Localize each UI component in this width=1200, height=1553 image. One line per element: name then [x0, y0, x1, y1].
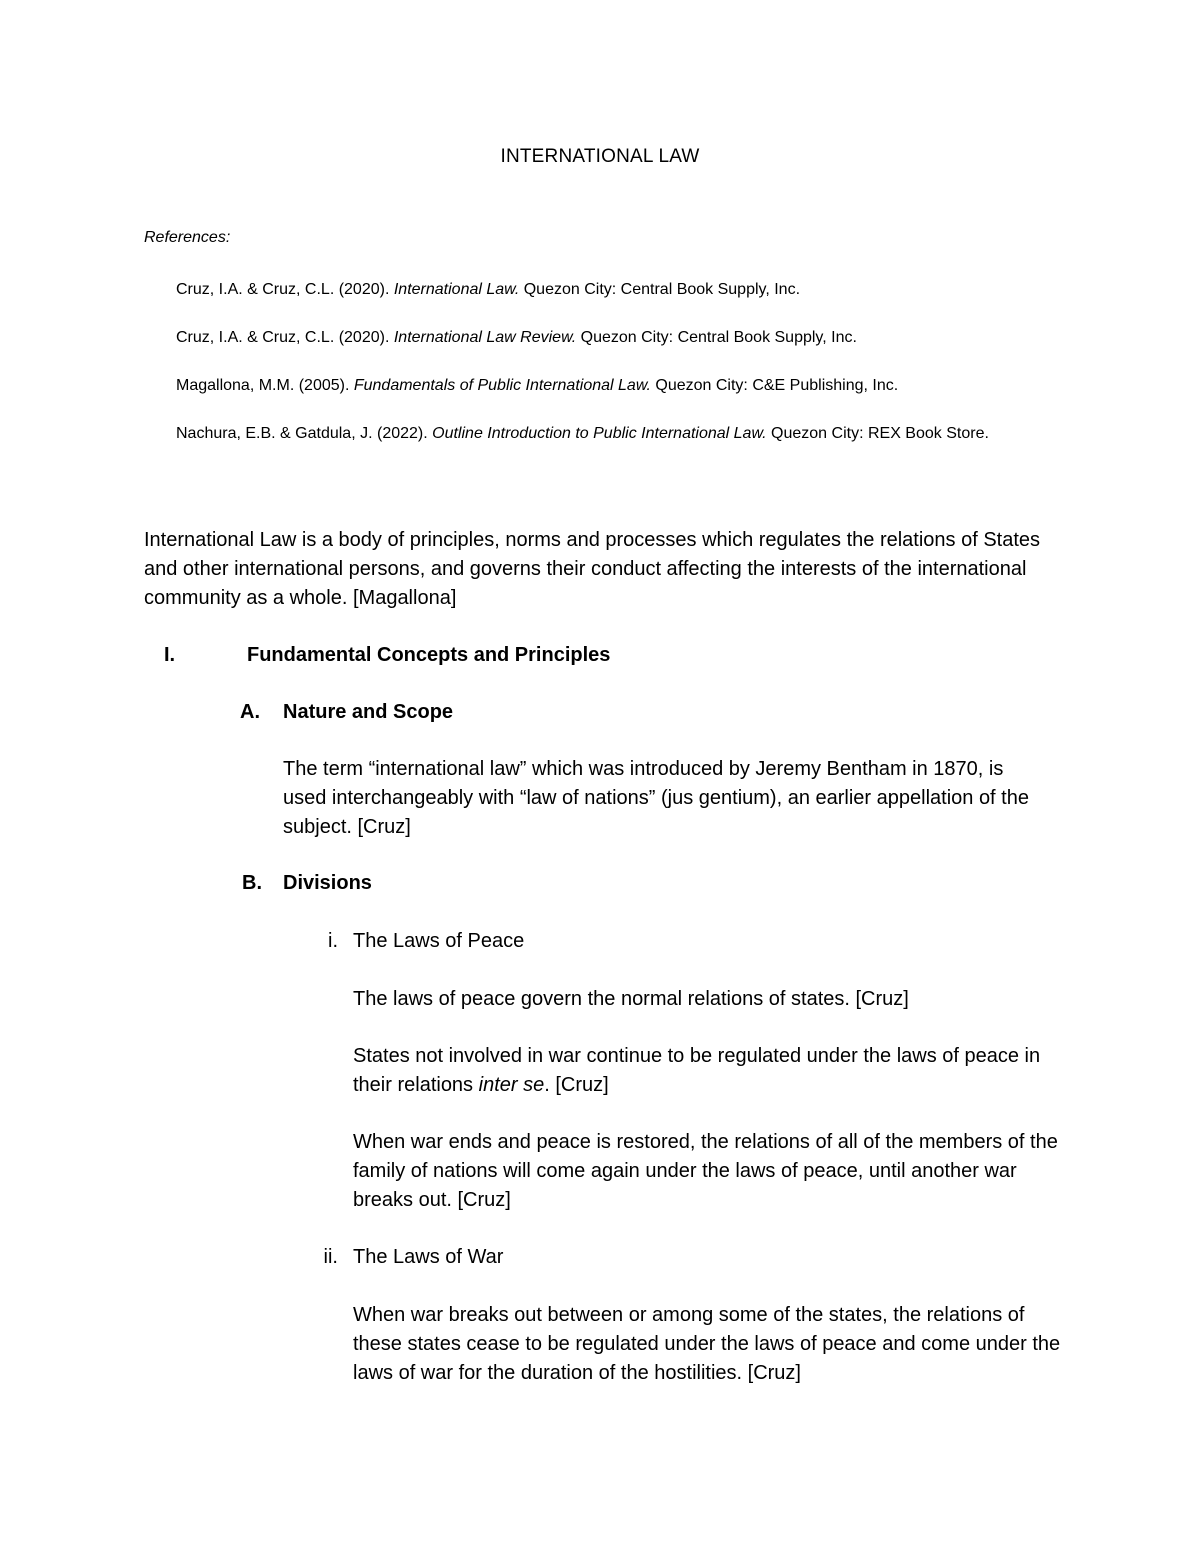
reference-authors: Cruz, I.A. & Cruz, C.L. (2020).	[176, 281, 390, 298]
reference-work-title: International Law Review.	[393, 329, 577, 346]
reference-work-title: Fundamentals of Public International Law.	[353, 377, 651, 394]
paragraph-text: States not involved in war continue to be regulated under the laws of peace in their relations	[353, 1045, 1041, 1096]
division-number: ii.	[323, 1246, 338, 1268]
subsection-number: A.	[240, 701, 260, 723]
subsection-number: B.	[242, 872, 262, 894]
references-label: References:	[144, 229, 231, 246]
document-title: INTERNATIONAL LAW	[500, 146, 700, 167]
reference-publisher: Quezon City: Central Book Supply, Inc.	[580, 329, 857, 346]
laws-of-peace-paragraph: The laws of peace govern the normal relations of states. [Cruz]	[353, 988, 909, 1010]
intro-paragraph: International Law is a body of principles, norms and processes which regulates the relations of States and other international persons, and governs their conduct affecting the interests of the international community as a whole. [Magallona]	[144, 529, 1041, 609]
latin-term: inter se	[478, 1074, 545, 1096]
laws-of-peace-paragraph	[353, 1042, 1043, 1100]
section-number: I.	[164, 644, 176, 666]
nature-scope-paragraph: The term “international law” which was introduced by Jeremy Bentham in 1870, is used interchangeably with “law of nations” (jus gentium), an earlier appellation of the subject. [Cruz]	[283, 758, 1029, 838]
reference-authors: Nachura, E.B. & Gatdula, J. (2022).	[176, 425, 428, 442]
reference-item	[176, 326, 1056, 350]
references-list	[176, 278, 1056, 470]
subsection-title: Divisions	[283, 872, 372, 894]
laws-of-war-paragraph: When war breaks out between or among some of the states, the relations of these states cease to be regulated under the laws of peace and come under the laws of war for the duration of the hostilities. [Cruz]	[353, 1304, 1061, 1384]
division-title: The Laws of Peace	[353, 930, 525, 952]
reference-item	[176, 374, 1056, 398]
reference-work-title: Outline Introduction to Public International Law.	[432, 425, 767, 442]
reference-item	[176, 278, 1056, 302]
reference-work-title: International Law.	[393, 281, 520, 298]
section-title: Fundamental Concepts and Principles	[247, 644, 611, 666]
reference-publisher: Quezon City: REX Book Store.	[771, 425, 989, 442]
reference-authors: Magallona, M.M. (2005).	[176, 377, 350, 394]
laws-of-peace-paragraph: When war ends and peace is restored, the relations of all of the members of the family of nations will come again under the laws of peace, until another war breaks out. [Cruz]	[353, 1131, 1058, 1211]
paragraph-text: . [Cruz]	[544, 1074, 609, 1096]
subsection-title: Nature and Scope	[283, 701, 454, 723]
reference-publisher: Quezon City: C&E Publishing, Inc.	[655, 377, 899, 394]
reference-authors: Cruz, I.A. & Cruz, C.L. (2020).	[176, 329, 390, 346]
division-number: i.	[328, 930, 338, 952]
reference-publisher: Quezon City: Central Book Supply, Inc.	[523, 281, 801, 298]
division-title: The Laws of War	[353, 1246, 504, 1268]
reference-item	[176, 422, 1056, 446]
